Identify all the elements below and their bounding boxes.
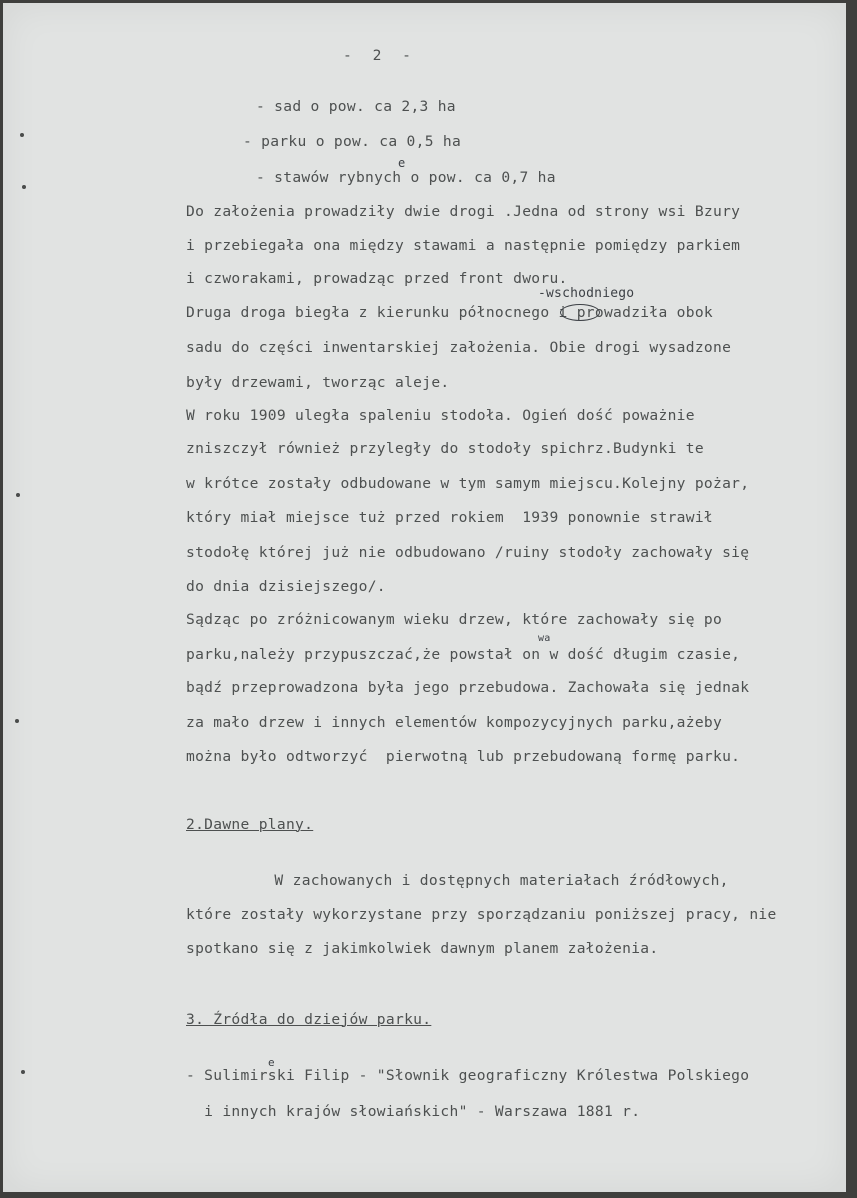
list-item: - sad o pow. ca 2,3 ha <box>256 98 456 115</box>
paragraph-line: zniszczył również przyległy do stodoły spichrz.Budynki te <box>186 440 704 457</box>
paragraph-line: i czworakami, prowadząc przed front dworu. <box>186 270 568 287</box>
bibliography-entry: - Sulimirski Filip - "Słownik geograficzny Królestwa Polskiego <box>186 1067 750 1084</box>
handwritten-annotation: e <box>268 1056 275 1069</box>
margin-mark <box>16 493 20 497</box>
paragraph-line: Druga droga biegła z kierunku północnego i prowadziła obok <box>186 304 713 321</box>
pencil-mark <box>560 304 600 321</box>
paragraph-line: które zostały wykorzystane przy sporządzaniu poniższej pracy, nie <box>186 906 777 923</box>
paragraph-line: do dnia dzisiejszego/. <box>186 578 386 595</box>
paragraph-line: W roku 1909 uległa spaleniu stodoła. Ogień dość poważnie <box>186 407 695 424</box>
paragraph-line: spotkano się z jakimkolwiek dawnym planem założenia. <box>186 940 659 957</box>
document-page <box>3 3 846 1192</box>
handwritten-annotation: -wschodniego <box>538 286 635 301</box>
paragraph-line: były drzewami, tworząc aleje. <box>186 374 450 391</box>
paragraph-line: sadu do części inwentarskiej założenia. Obie drogi wysadzone <box>186 339 732 356</box>
paragraph-line: i przebiegała ona między stawami a następnie pomiędzy parkiem <box>186 237 741 254</box>
paragraph-line: W zachowanych i dostępnych materiałach źródłowych, <box>229 872 729 889</box>
margin-mark <box>20 133 24 137</box>
list-item: - parku o pow. ca 0,5 ha <box>243 133 462 150</box>
paragraph-line: można było odtworzyć pierwotną lub przebudowaną formę parku. <box>186 748 741 765</box>
paragraph-line: bądź przeprowadzona była jego przebudowa. Zachowała się jednak <box>186 679 750 696</box>
section-heading: 2.Dawne plany. <box>186 816 314 833</box>
section-heading: 3. Źródła do dziejów parku. <box>186 1011 432 1028</box>
paragraph-line: który miał miejsce tuż przed rokiem 1939 ponownie strawił <box>186 509 713 526</box>
handwritten-annotation: wa <box>538 633 551 644</box>
margin-mark <box>21 1070 25 1074</box>
handwritten-annotation: e <box>398 156 406 170</box>
paragraph-line: Do założenia prowadziły dwie drogi .Jedna od strony wsi Bzury <box>186 203 741 220</box>
margin-mark <box>22 185 26 189</box>
list-item: - stawów rybnych o pow. ca 0,7 ha <box>256 169 556 186</box>
paragraph-line: w krótce zostały odbudowane w tym samym miejscu.Kolejny pożar, <box>186 475 750 492</box>
paragraph-line: Sądząc po zróżnicowanym wieku drzew, które zachowały się po <box>186 611 723 628</box>
paragraph-line: za mało drzew i innych elementów kompozycyjnych parku,ażeby <box>186 714 723 731</box>
paragraph-line: stodołę której już nie odbudowano /ruiny stodoły zachowały się <box>186 544 750 561</box>
bibliography-entry: i innych krajów słowiańskich" - Warszawa 1881 r. <box>186 1103 641 1120</box>
margin-mark <box>15 719 19 723</box>
paragraph-line: parku,należy przypuszczać,że powstał on w dość długim czasie, <box>186 646 741 663</box>
page-number: - 2 - <box>343 47 417 64</box>
